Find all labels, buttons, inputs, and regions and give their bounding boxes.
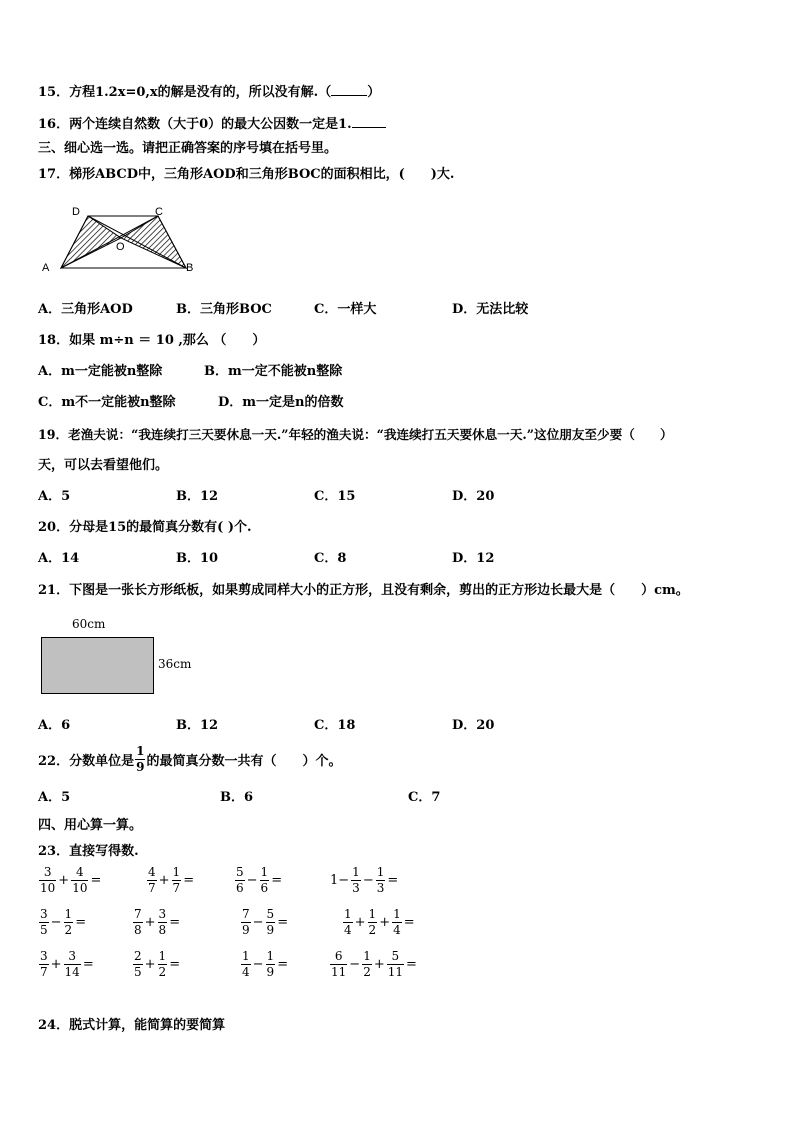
- q18-option-a[interactable]: A．m一定能被n整除: [38, 364, 163, 379]
- label-c: C: [155, 206, 163, 218]
- q21-option-a[interactable]: A．6: [38, 718, 71, 733]
- calc-expression: $\frac{1}{4}$ + $\frac{1}{2}$ + $\frac{1}{4}$ =: [344, 907, 415, 937]
- question-15: [38, 83, 380, 101]
- q22-option-b[interactable]: B．6: [220, 790, 254, 805]
- question-20-text: 20．分母是15的最简真分数有( )个.: [38, 520, 252, 535]
- q17-option-c[interactable]: C．一样大: [314, 302, 377, 317]
- calc-expression: $\frac{5}{6}$ − $\frac{1}{6}$ =: [236, 865, 283, 895]
- question-17-text: 17．梯形ABCD中，三角形AOD和三角形BOC的面积相比，( )大.: [38, 167, 455, 182]
- q19-option-b[interactable]: B．12: [176, 489, 219, 504]
- question-15-text: 15．方程1.2x=0,x的解是没有的，所以没有解.（: [38, 85, 332, 100]
- question-22-suffix: 的最简真分数一共有（ ）个。: [146, 754, 342, 769]
- q22-option-c[interactable]: C．7: [408, 790, 441, 805]
- q20-option-d[interactable]: D．12: [452, 551, 495, 566]
- question-22: [38, 745, 341, 774]
- q19-option-a[interactable]: A．5: [38, 489, 71, 504]
- question-16-text: 16．两个连续自然数（大于0）的最大公因数一定是1.: [38, 117, 352, 132]
- calc-expression: $\frac{1}{4}$ − $\frac{1}{9}$ =: [242, 949, 289, 979]
- q19-option-d[interactable]: D．20: [452, 489, 495, 504]
- calc-expression: $\frac{7}{8}$ + $\frac{3}{8}$ =: [134, 907, 181, 937]
- section-4-heading: 四、用心算一算。: [38, 818, 143, 833]
- fraction-one-ninth: $\frac{1}{9}$: [136, 744, 145, 774]
- question-22-prefix: 22．分数单位是: [38, 754, 135, 769]
- question-16: [38, 115, 386, 133]
- question-19-line1: 19．老渔夫说：“我连续打三天要休息一天.”年轻的渔夫说：“我连续打五天要休息一天.”这位朋友至少要（ ）: [38, 427, 673, 442]
- calc-expression: $\frac{2}{5}$ + $\frac{1}{2}$ =: [134, 949, 181, 979]
- q18-option-d[interactable]: D．m一定是n的倍数: [218, 395, 344, 410]
- q21-option-d[interactable]: D．20: [452, 718, 495, 733]
- calc-expression: $\frac{7}{9}$ − $\frac{5}{9}$ =: [242, 907, 289, 937]
- section-3-heading: 三、细心选一选。请把正确答案的序号填在括号里。: [38, 141, 338, 156]
- q20-option-c[interactable]: C．8: [314, 551, 347, 566]
- question-18-text: 18．如果 m÷n ＝ 10 ,那么 （ ）: [38, 333, 266, 348]
- question-15-end: ）: [367, 85, 381, 100]
- triangle-aod: [61, 216, 121, 268]
- question-24-text: 24．脱式计算，能简算的要简算: [38, 1018, 226, 1033]
- answer-blank[interactable]: [352, 115, 386, 128]
- q20-option-b[interactable]: B．10: [176, 551, 219, 566]
- q17-option-b[interactable]: B．三角形BOC: [176, 302, 272, 317]
- label-a: A: [42, 262, 50, 274]
- cardboard-rectangle: [41, 637, 154, 694]
- rect-width-label: 60cm: [72, 617, 106, 631]
- q20-option-a[interactable]: A．14: [38, 551, 80, 566]
- answer-blank[interactable]: [331, 83, 367, 96]
- calc-expression: $\frac{3}{7}$ + $\frac{3}{14}$ =: [40, 949, 94, 979]
- label-d: D: [72, 206, 80, 218]
- q21-option-c[interactable]: C．18: [314, 718, 356, 733]
- triangle-boc: [121, 216, 186, 268]
- calc-expression: $\frac{3}{5}$ − $\frac{1}{2}$ =: [40, 907, 87, 937]
- q17-option-d[interactable]: D．无法比较: [452, 302, 529, 317]
- label-o: O: [116, 241, 125, 253]
- calc-expression: $\frac{4}{7}$ + $\frac{1}{7}$ =: [148, 865, 195, 895]
- question-19-line2: 天，可以去看望他们。: [38, 458, 169, 473]
- question-23-text: 23．直接写得数.: [38, 844, 139, 859]
- trapezoid-figure: [38, 200, 208, 280]
- q17-option-a[interactable]: A．三角形AOD: [38, 302, 133, 317]
- question-21-text: 21．下图是一张长方形纸板，如果剪成同样大小的正方形，且没有剩余，剪出的正方形边长最大是（ ）cm。: [38, 583, 689, 598]
- rect-height-label: 36cm: [158, 657, 192, 671]
- label-b: B: [186, 262, 194, 274]
- calc-expression: $\frac{3}{10}$ + $\frac{4}{10}$ =: [40, 865, 102, 895]
- calc-expression: 1− $\frac{1}{3}$ − $\frac{1}{3}$ =: [330, 865, 399, 895]
- q18-option-b[interactable]: B．m一定不能被n整除: [204, 364, 343, 379]
- q22-option-a[interactable]: A．5: [38, 790, 71, 805]
- q18-option-c[interactable]: C．m不一定能被n整除: [38, 395, 176, 410]
- q21-option-b[interactable]: B．12: [176, 718, 219, 733]
- q19-option-c[interactable]: C．15: [314, 489, 356, 504]
- calc-expression: $\frac{6}{11}$ − $\frac{1}{2}$ + $\frac{5}{11}$ =: [331, 949, 417, 979]
